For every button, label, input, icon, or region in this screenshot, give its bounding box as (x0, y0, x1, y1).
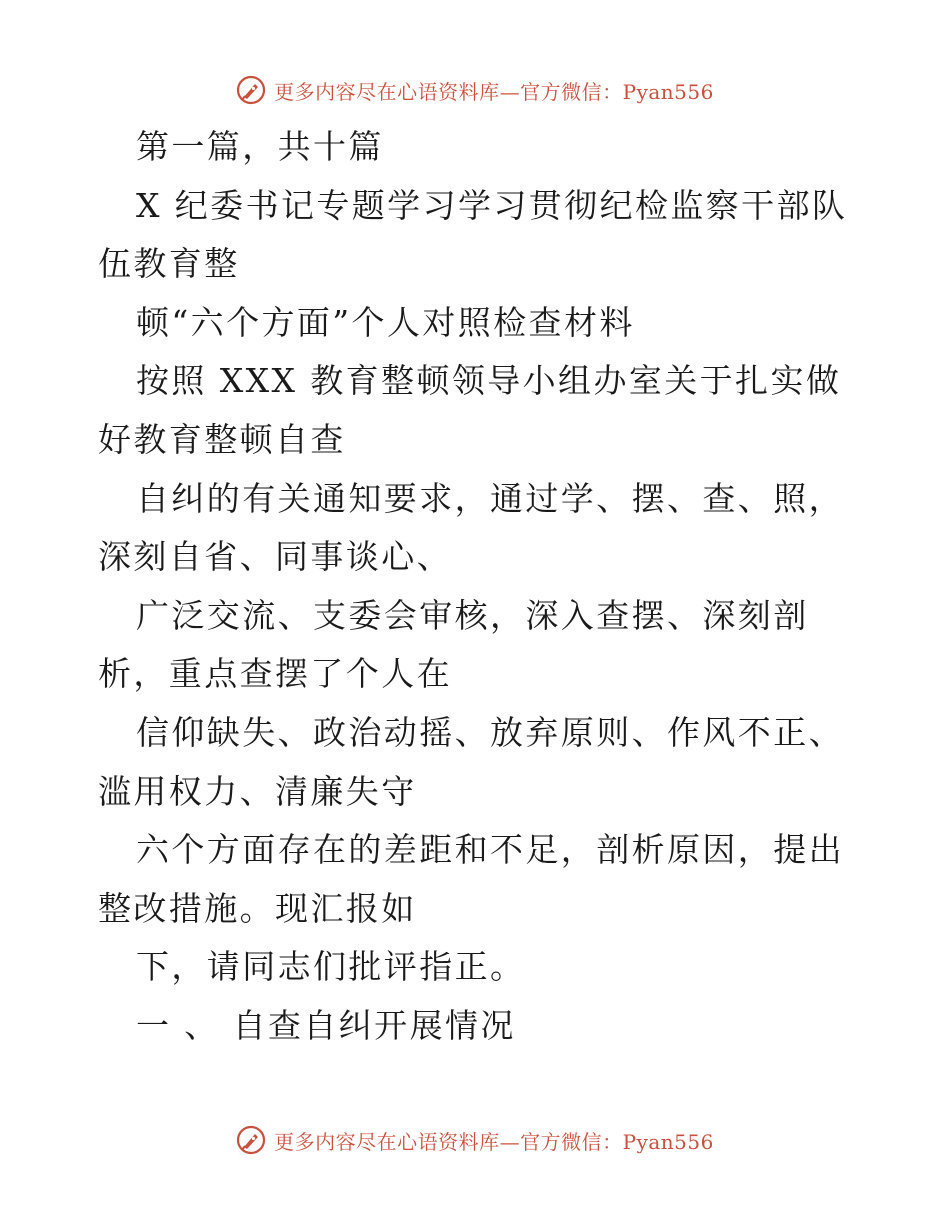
section-heading: 一 、 自查自纠开展情况 (136, 1005, 516, 1045)
paragraph: 第一篇，共十篇 (136, 127, 384, 166)
paragraph: 信仰缺失、政治动摇、放弃原则、作风不正、滥用权力、清廉失守 (98, 712, 844, 811)
paragraph: 下，请同志们批评指正。 (136, 947, 526, 987)
paragraph: 六个方面存在的差距和不足，剖析原因，提出整改措施。现汇报如 (98, 830, 844, 928)
watermark-text: 更多内容尽在心语资料库—官方微信：Pyan556 (274, 79, 714, 104)
pen-nib-logo-icon (236, 75, 266, 105)
footer-watermark (0, 1120, 950, 1160)
pen-nib-logo-icon (236, 1125, 266, 1155)
header-watermark (0, 70, 950, 110)
paragraph: 广泛交流、支委会审核，深入查摆、深刻剖析，重点查摆了个人在 (98, 595, 809, 694)
paragraph: 按照 XXX 教育整顿领导小组办室关于扎实做好教育整顿自查 (98, 361, 842, 459)
paragraph: X 纪委书记专题学习学习贯彻纪检监察干部队伍教育整 (98, 185, 848, 284)
watermark-text: 更多内容尽在心语资料库—官方微信：Pyan556 (274, 1129, 714, 1154)
paragraph: 自纠的有关通知要求，通过学、摆、查、照，深刻自省、同事谈心、 (98, 478, 844, 577)
paragraph: 顿“六个方面”个人对照检查材料 (136, 302, 635, 342)
document-body (98, 118, 858, 1056)
